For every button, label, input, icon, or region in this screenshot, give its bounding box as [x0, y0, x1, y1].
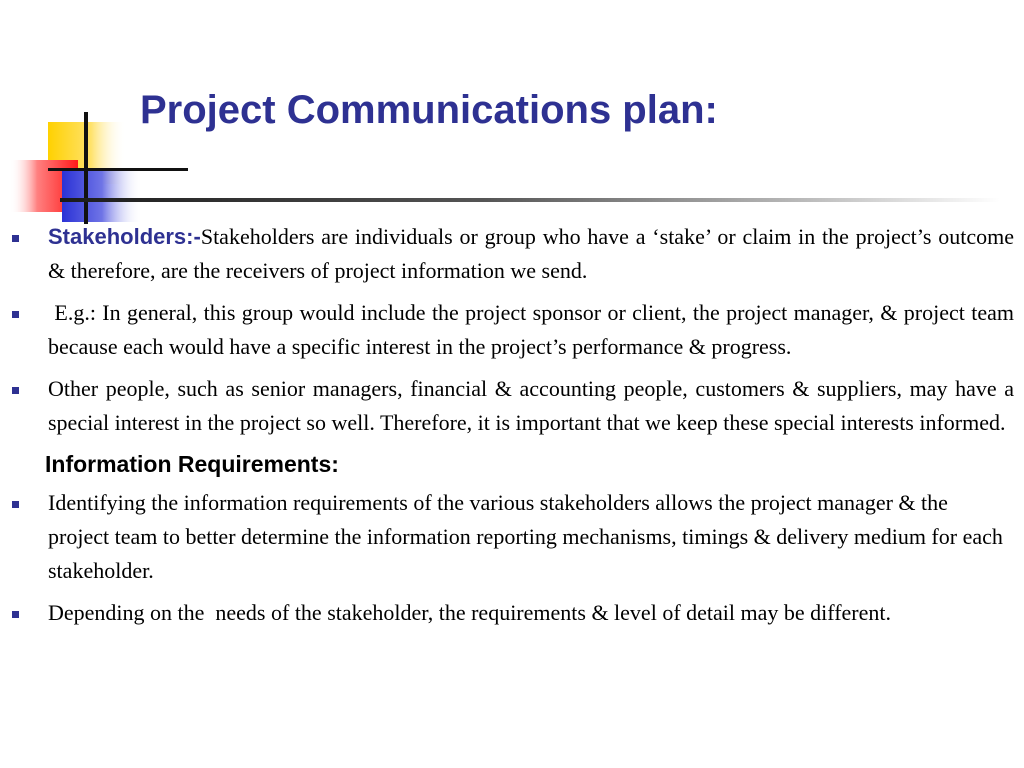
slide-title: Project Communications plan:: [140, 88, 718, 132]
square-bullet-icon: [12, 387, 19, 394]
bullet-identifying-requirements: [8, 486, 1014, 588]
bullet-text: Depending on the needs of the stakeholder, the requirements & level of detail may be different.: [48, 600, 891, 625]
square-bullet-icon: [12, 501, 19, 508]
square-bullet-icon: [12, 235, 19, 242]
bullet-depending-on-needs: [8, 596, 1014, 630]
bullet-stakeholders: [8, 220, 1014, 288]
bullet-other-people: [8, 372, 1014, 440]
bullet-text: E.g.: In general, this group would include the project sponsor or client, the project manager, & project team because each would have a specific interest in the project’s performance & progress.: [48, 300, 1020, 359]
bullet-lead-term: Stakeholders:-: [48, 224, 201, 249]
bullet-body: Stakeholders are individuals or group who have a ‘stake’ or claim in the project’s outcome & therefore, are the receivers of project information we send.: [48, 224, 1014, 283]
bullet-text: [48, 220, 1014, 288]
section-subheading: Information Requirements:: [45, 451, 339, 477]
bullet-example: [8, 296, 1020, 364]
square-bullet-icon: [12, 611, 19, 618]
bullet-text: Other people, such as senior managers, financial & accounting people, customers & suppliers, may have a special interest in the project so well. Therefore, it is important that we keep these special interests informed.: [48, 376, 1014, 435]
title-divider: [60, 198, 1000, 202]
bullet-text: Identifying the information requirements of the various stakeholders allows the project manager & the project team to better determine the information reporting mechanisms, timings & delivery medium for each stakeholder.: [48, 490, 1003, 583]
slide-body: [8, 220, 1020, 638]
square-bullet-icon: [12, 311, 19, 318]
